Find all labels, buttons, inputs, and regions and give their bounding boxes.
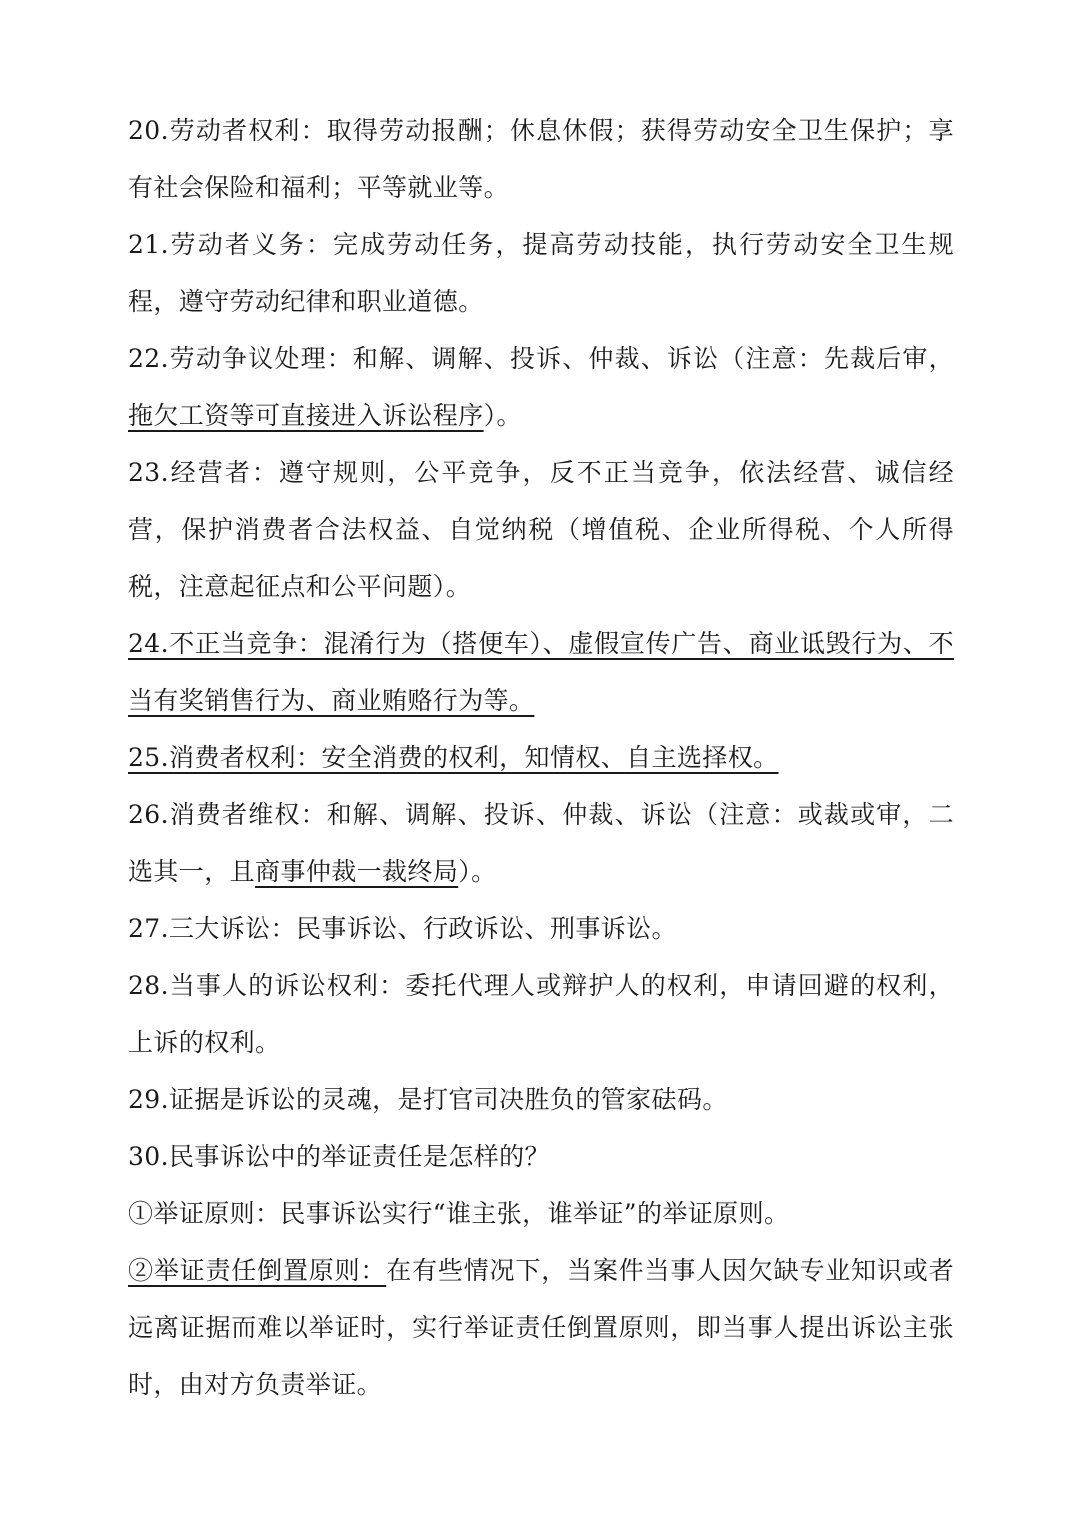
paragraph-30-1	[128, 1185, 954, 1242]
paragraph-text: ）。	[483, 401, 522, 430]
paragraph-text: 23.经营者：遵守规则，公平竞争，反不正当竞争，依法经营、诚信经营，保护消费者合法权益、自觉纳税（增值税、企业所得税、个人所得税，注意起征点和公平问题）。	[128, 458, 954, 601]
paragraph-text: ）。	[458, 857, 497, 886]
underlined-text: 拖欠工资等可直接进入诉讼程序	[128, 401, 484, 430]
paragraph-text: 27.三大诉讼：民事诉讼、行政诉讼、刑事诉讼。	[128, 914, 677, 943]
paragraph-text: 20.劳动者权利：取得劳动报酬；休息休假；获得劳动安全卫生保护；享有社会保险和福利；平等就业等。	[128, 116, 954, 202]
paragraph-text: 29.证据是诉讼的灵魂，是打官司决胜负的管家砝码。	[128, 1085, 728, 1114]
paragraph-text: 26.消费者维权：和解、调解、投诉、仲裁、诉讼（注意：或裁或审，二选其一，且	[128, 800, 954, 886]
document-page	[128, 102, 954, 1413]
paragraph-text: 在有些情况下，当案件当事人因欠缺专业知识或者远离证据而难以举证时，实行举证责任倒置原则，即当事人提出诉讼主张时，由对方负责举证。	[128, 1256, 954, 1399]
paragraph-26	[128, 786, 954, 900]
paragraph-27	[128, 900, 954, 957]
paragraph-text: 22.劳动争议处理：和解、调解、投诉、仲裁、诉讼（注意：先裁后审，	[128, 344, 954, 373]
paragraph-20	[128, 102, 954, 216]
underlined-text: 24.不正当竞争：混淆行为（搭便车）、虚假宣传广告、商业诋毁行为、不当有奖销售行为、商业贿赂行为等。	[128, 629, 954, 715]
underlined-text: ②举证责任倒置原则：	[128, 1256, 387, 1285]
paragraph-24	[128, 615, 954, 729]
paragraph-29	[128, 1071, 954, 1128]
paragraph-30-2	[128, 1242, 954, 1413]
paragraph-25	[128, 729, 954, 786]
paragraph-21	[128, 216, 954, 330]
paragraph-text: 21.劳动者义务：完成劳动任务，提高劳动技能，执行劳动安全卫生规程，遵守劳动纪律和职业道德。	[128, 230, 954, 316]
underlined-text: 商事仲裁一裁终局	[255, 857, 459, 886]
paragraph-28	[128, 957, 954, 1071]
paragraph-30	[128, 1128, 954, 1185]
paragraph-text: 30.民事诉讼中的举证责任是怎样的？	[128, 1142, 550, 1171]
paragraph-22	[128, 330, 954, 444]
underlined-text: 25.消费者权利：安全消费的权利，知情权、自主选择权。	[128, 743, 779, 772]
paragraph-text: ①举证原则：民事诉讼实行“谁主张，谁举证”的举证原则。	[128, 1199, 790, 1228]
paragraph-text: 28.当事人的诉讼权利：委托代理人或辩护人的权利，申请回避的权利，上诉的权利。	[128, 971, 954, 1057]
paragraph-23	[128, 444, 954, 615]
